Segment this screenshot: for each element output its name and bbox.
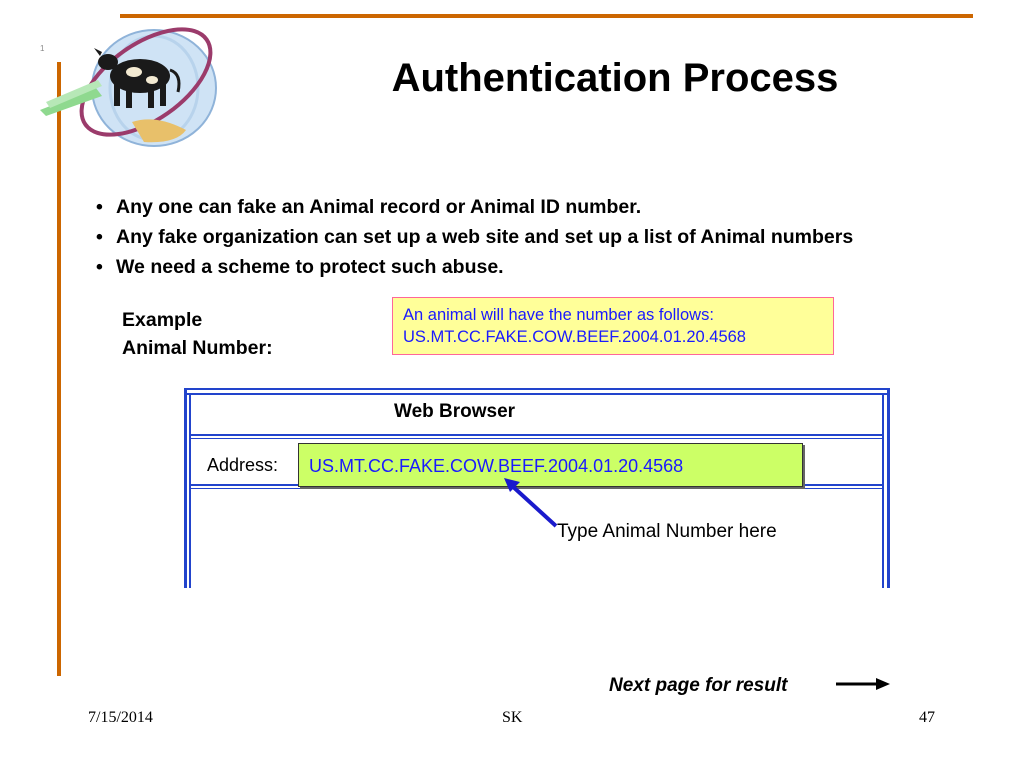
footer-author: SK: [502, 709, 523, 726]
slide-mark: 1: [40, 44, 45, 53]
left-accent-rule: [57, 62, 61, 676]
browser-title: Web Browser: [394, 401, 516, 422]
example-number-callout: [392, 297, 834, 355]
frame-left-inner-line: [189, 394, 191, 588]
bullet-item: • We need a scheme to protect such abuse.: [96, 252, 853, 282]
footer-page-number: 47: [919, 709, 935, 726]
bullet-list: [96, 192, 853, 282]
frame-right-outer-line: [887, 390, 890, 588]
pointer-arrow-icon: [496, 470, 566, 532]
right-arrow-icon: [836, 676, 892, 692]
bullet-item: • Any one can fake an Animal record or Animal ID number.: [96, 192, 853, 222]
top-accent-rule: [120, 14, 973, 18]
example-label-line2: Animal Number:: [122, 337, 273, 359]
example-label-line1: Example: [122, 309, 203, 331]
callout-line2: US.MT.CC.FAKE.COW.BEEF.2004.01.20.4568: [403, 328, 746, 346]
callout-line1: An animal will have the number as follows:: [403, 306, 714, 324]
frame-top-line: [184, 388, 890, 390]
pointer-label: Type Animal Number here: [557, 521, 777, 542]
footer-date: 7/15/2014: [88, 709, 153, 726]
frame-top-inner-line: [186, 393, 888, 395]
bullet-item: • Any fake organization can set up a web site and set up a list of Animal numbers: [96, 222, 853, 252]
titlebar-divider-inner: [189, 438, 884, 439]
frame-right-inner-line: [882, 394, 884, 588]
example-label: [122, 306, 273, 362]
address-input[interactable]: US.MT.CC.FAKE.COW.BEEF.2004.01.20.4568: [298, 443, 803, 487]
slide-title: Authentication Process: [391, 56, 839, 100]
next-page-link[interactable]: Next page for result: [609, 675, 788, 696]
address-label: Address:: [207, 455, 279, 475]
cow-globe-logo-icon: [36, 18, 226, 154]
frame-left-outer-line: [184, 390, 187, 588]
titlebar-divider: [189, 434, 884, 436]
